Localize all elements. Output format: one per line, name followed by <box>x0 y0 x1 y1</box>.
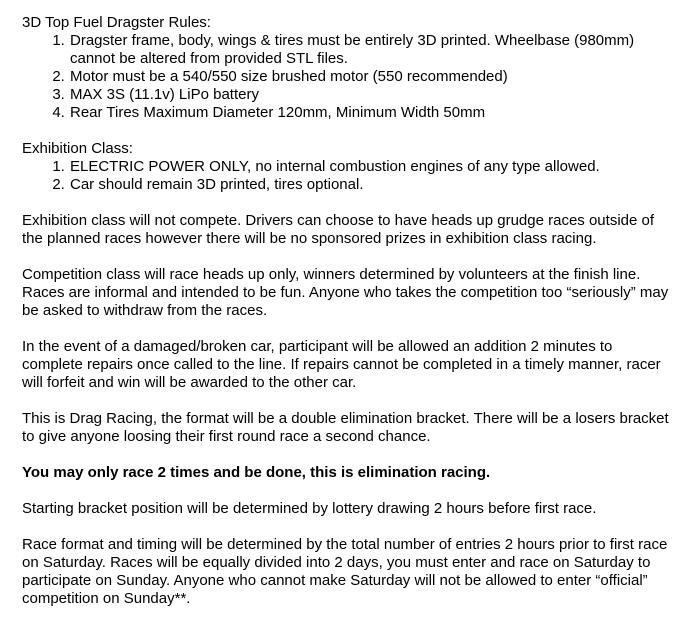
rules-list <box>22 32 674 122</box>
exhibition-item-electric: 1. ELECTRIC POWER ONLY, no internal combustion engines of any type allowed. <box>69 158 674 176</box>
rule-item-motor: 2. Motor must be a 540/550 size brushed motor (550 recommended) <box>69 68 674 86</box>
bracket-note-paragraph: Starting bracket position will be determined by lottery drawing 2 hours before first race. <box>22 500 597 517</box>
spacer <box>22 320 674 338</box>
exhibition-item-printed: 2. Car should remain 3D printed, tires optional. <box>69 176 674 194</box>
format-note-paragraph: This is Drag Racing, the format will be a double elimination bracket. There will be a losers bracket to give anyone loosing their first round race a second chance. <box>22 410 669 445</box>
exhibition-list <box>22 158 674 194</box>
spacer <box>22 518 674 536</box>
rule-item-battery: 3. MAX 3S (11.1v) LiPo battery <box>69 86 674 104</box>
spacer <box>22 392 674 410</box>
spacer <box>22 194 674 212</box>
damage-note-paragraph: In the event of a damaged/broken car, participant will be allowed an addition 2 minutes to complete repairs once called to the line. If repairs cannot be completed in a timely manner, racer will forfeit and win will be awarded to the other car. <box>22 338 661 391</box>
rule-item-rear-tires: 4. Rear Tires Maximum Diameter 120mm, Minimum Width 50mm <box>69 104 674 122</box>
timing-note-paragraph: Race format and timing will be determined by the total number of entries 2 hours prior to first race on Saturday. Races will be equally divided into 2 days, you must enter and race on Saturday to participate on Sunday. Anyone who cannot make Saturday will not be allowed to enter “official” competition on Sunday**. <box>22 536 668 607</box>
rules-heading: 3D Top Fuel Dragster Rules: <box>22 14 211 31</box>
spacer <box>22 248 674 266</box>
exhibition-heading: Exhibition Class: <box>22 140 133 157</box>
competition-note-paragraph: Competition class will race heads up only, winners determined by volunteers at the finish line. Races are informal and intended to be fun. Anyone who takes the competition too “seriously” may be asked to withdraw from the races. <box>22 266 669 319</box>
rule-item-frame: 1. Dragster frame, body, wings & tires must be entirely 3D printed. Wheelbase (980mm) cannot be altered from provided STL files. <box>69 32 674 68</box>
spacer <box>22 482 674 500</box>
exhibition-note-paragraph: Exhibition class will not compete. Drivers can choose to have heads up grudge races outside of the planned races however there will be no sponsored prizes in exhibition class racing. <box>22 212 655 247</box>
elimination-note-paragraph: You may only race 2 times and be done, this is elimination racing. <box>22 464 491 481</box>
spacer <box>22 446 674 464</box>
spacer <box>22 122 674 140</box>
